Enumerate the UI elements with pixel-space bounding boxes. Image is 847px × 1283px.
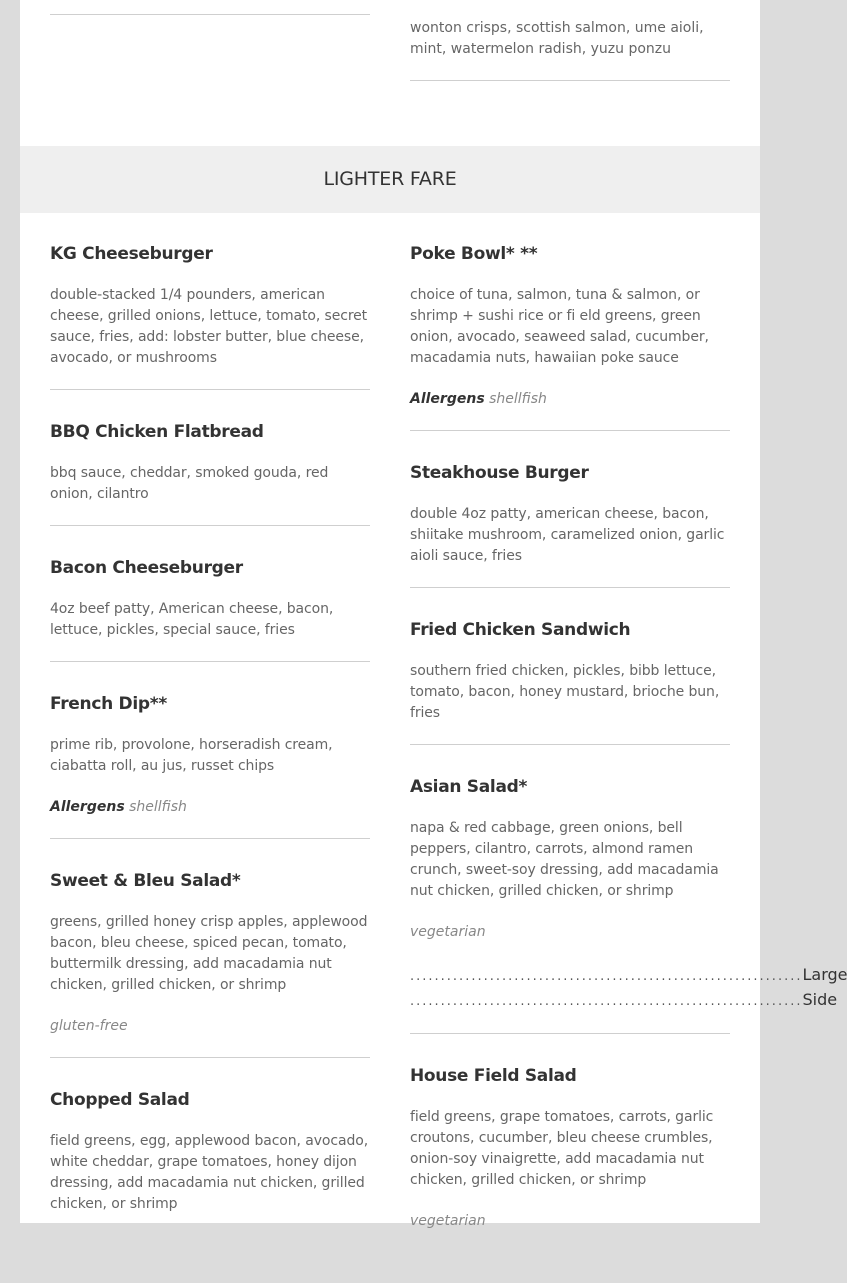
menu-item: [50, 870, 370, 1058]
size-option-side: [410, 988, 838, 1013]
item-description: greens, grilled honey crisp apples, applewood bacon, bleu cheese, spiced pecan, tomato, buttermilk dressing, add macadamia nut chicken, grilled chicken, or shrimp: [50, 914, 368, 993]
item-description: prime rib, provolone, horseradish cream, ciabatta roll, au jus, russet chips: [50, 737, 333, 774]
item-description: 4oz beef patty, American cheese, bacon, lettuce, pickles, special sauce, fries: [50, 601, 334, 638]
divider: [410, 80, 730, 81]
item-name: BBQ Chicken Flatbread: [50, 422, 264, 442]
item-name: French Dip**: [50, 694, 167, 714]
allergens-value: shellfish: [489, 391, 547, 407]
menu-item: [50, 557, 370, 662]
dot-leader: ................................................................: [410, 969, 803, 984]
menu-page: [20, 0, 847, 1229]
menu-item: [410, 243, 730, 431]
item-name: Bacon Cheeseburger: [50, 558, 243, 578]
item-description: double-stacked 1/4 pounders, american cheese, grilled onions, lettuce, tomato, secret sauce, fries, add: lobster butter, blue cheese, avocado, or mushrooms: [50, 287, 368, 366]
menu-item: [410, 1065, 730, 1252]
item-description: napa & red cabbage, green onions, bell peppers, cilantro, carrots, almond ramen crunch, sweet-soy dressing, add macadamia nut chicken, grilled chicken, or shrimp: [410, 820, 719, 899]
size-label: Side: [802, 990, 838, 1009]
item-description: southern fried chicken, pickles, bibb lettuce, tomato, bacon, honey mustard, brioche bun, fries: [410, 663, 720, 721]
item-description: field greens, grape tomatoes, carrots, garlic croutons, cucumber, bleu cheese crumbles, onion-soy vinaigrette, add macadamia nut chicken, grilled chicken, or shrimp: [410, 1109, 714, 1188]
size-label: Large: [802, 965, 847, 984]
section-header: [20, 146, 760, 213]
menu-item: [410, 776, 847, 1034]
allergens: [50, 797, 370, 818]
item-description: wonton crisps, scottish salmon, ume aioli, mint, watermelon radish, yuzu ponzu: [410, 20, 704, 57]
diet-tag: gluten-free: [50, 1018, 128, 1034]
item-name: Sweet & Bleu Salad*: [50, 871, 241, 891]
diet-tag: vegetarian: [410, 924, 486, 940]
allergens: [410, 389, 730, 410]
menu-column-left: [50, 243, 370, 1266]
item-name: Poke Bowl* **: [410, 244, 538, 264]
item-name: Asian Salad*: [410, 777, 528, 797]
diet-tag: vegetarian: [410, 1213, 486, 1229]
item-description: choice of tuna, salmon, tuna & salmon, or shrimp + sushi rice or fi eld greens, green onion, avocado, seaweed salad, cucumber, macadamia nuts, hawaiian poke sauce: [410, 287, 709, 366]
item-description: bbq sauce, cheddar, smoked gouda, red onion, cilantro: [50, 465, 329, 502]
item-description: field greens, egg, applewood bacon, avocado, white cheddar, grape tomatoes, honey dijon dressing, add macadamia nut chicken, grilled chicken, or shrimp: [50, 1133, 369, 1212]
item-name: House Field Salad: [410, 1066, 577, 1086]
item-name: KG Cheeseburger: [50, 244, 213, 264]
section-title: LIGHTER FARE: [323, 168, 457, 190]
menu-item: [410, 462, 730, 588]
dot-leader: ................................................................: [410, 994, 803, 1009]
item-name: Chopped Salad: [50, 1090, 190, 1110]
size-option-large: [410, 963, 847, 988]
previous-menu-item: [410, 18, 730, 81]
menu-item: [50, 1089, 370, 1235]
menu-item: [50, 243, 370, 390]
item-name: Fried Chicken Sandwich: [410, 620, 631, 640]
menu-item: [50, 421, 370, 526]
item-description: double 4oz patty, american cheese, bacon, shiitake mushroom, caramelized onion, garlic aioli sauce, fries: [410, 506, 725, 564]
allergens-label: Allergens: [50, 799, 125, 815]
divider: [50, 14, 370, 15]
allergens-label: Allergens: [410, 391, 485, 407]
size-options: [410, 963, 847, 1013]
menu-column-right: [410, 243, 847, 1283]
menu-item: [410, 619, 730, 745]
menu-item: [50, 693, 370, 839]
item-name: Steakhouse Burger: [410, 463, 589, 483]
allergens-value: shellfish: [129, 799, 187, 815]
